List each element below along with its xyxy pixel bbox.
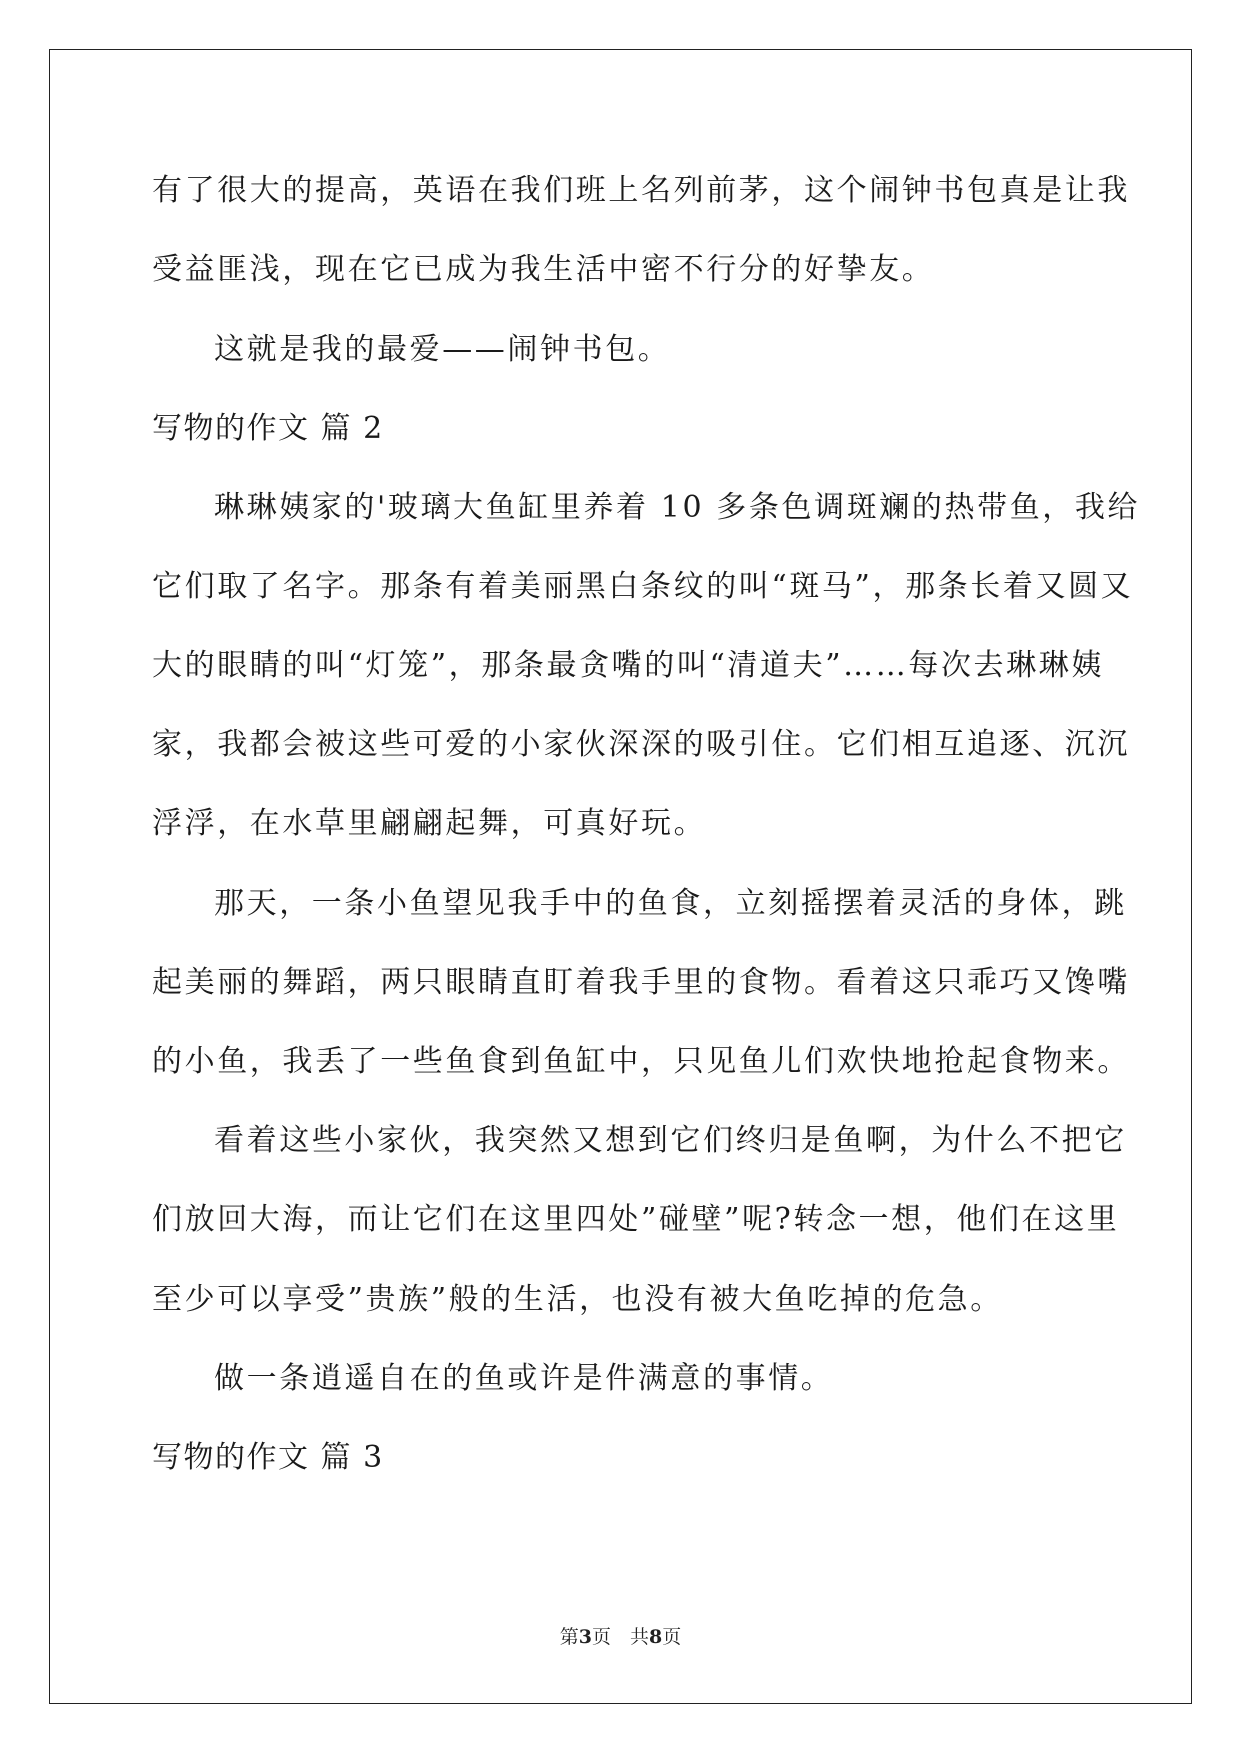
paragraph-line: 那天，一条小鱼望见我手中的鱼食，立刻摇摆着灵活的身体，跳 [214,886,1127,921]
page-footer [0,1624,1241,1650]
footer-mid: 页 共 [591,1626,649,1648]
paragraph-line: 起美丽的舞蹈，两只眼睛直盯着我手里的食物。看着这只乖巧又馋嘴 [152,965,1130,1000]
paragraph-line: 这就是我的最爱——闹钟书包。 [214,332,671,367]
paragraph-line: 它们取了名字。那条有着美丽黑白条纹的叫“斑马”，那条长着又圆又 [152,569,1134,604]
paragraph-line: 的小鱼，我丢了一些鱼食到鱼缸中，只见鱼儿们欢快地抢起食物来。 [152,1044,1130,1079]
paragraph-line: 受益匪浅，现在它已成为我生活中密不行分的好挚友。 [152,252,935,287]
paragraph-line: 家，我都会被这些可爱的小家伙深深的吸引住。它们相互追逐、沉沉 [152,727,1130,762]
section-heading: 写物的作文 篇 3 [152,1440,384,1475]
footer-prefix: 第 [559,1626,579,1648]
paragraph-line: 看着这些小家伙，我突然又想到它们终归是鱼啊，为什么不把它 [214,1123,1127,1158]
paragraph-line: 们放回大海，而让它们在这里四处”碰壁”呢?转念一想，他们在这里 [152,1202,1120,1237]
section-heading: 写物的作文 篇 2 [152,411,384,446]
footer-suffix: 页 [662,1626,682,1648]
current-page-number: 3 [578,1626,592,1648]
paragraph-line: 有了很大的提高，英语在我们班上名列前茅，这个闹钟书包真是让我 [152,173,1130,208]
paragraph-line: 大的眼睛的叫“灯笼”，那条最贪嘴的叫“清道夫”……每次去琳琳姨 [152,648,1104,683]
paragraph-line: 至少可以享受”贵族”般的生活，也没有被大鱼吃掉的危急。 [152,1282,1003,1317]
paragraph-line: 琳琳姨家的'玻璃大鱼缸里养着 10 多条色调斑斓的热带鱼，我给 [214,490,1141,525]
total-pages-number: 8 [649,1626,663,1648]
paragraph-line: 做一条逍遥自在的鱼或许是件满意的事情。 [214,1361,834,1396]
paragraph-line: 浮浮，在水草里翩翩起舞，可真好玩。 [152,806,707,841]
